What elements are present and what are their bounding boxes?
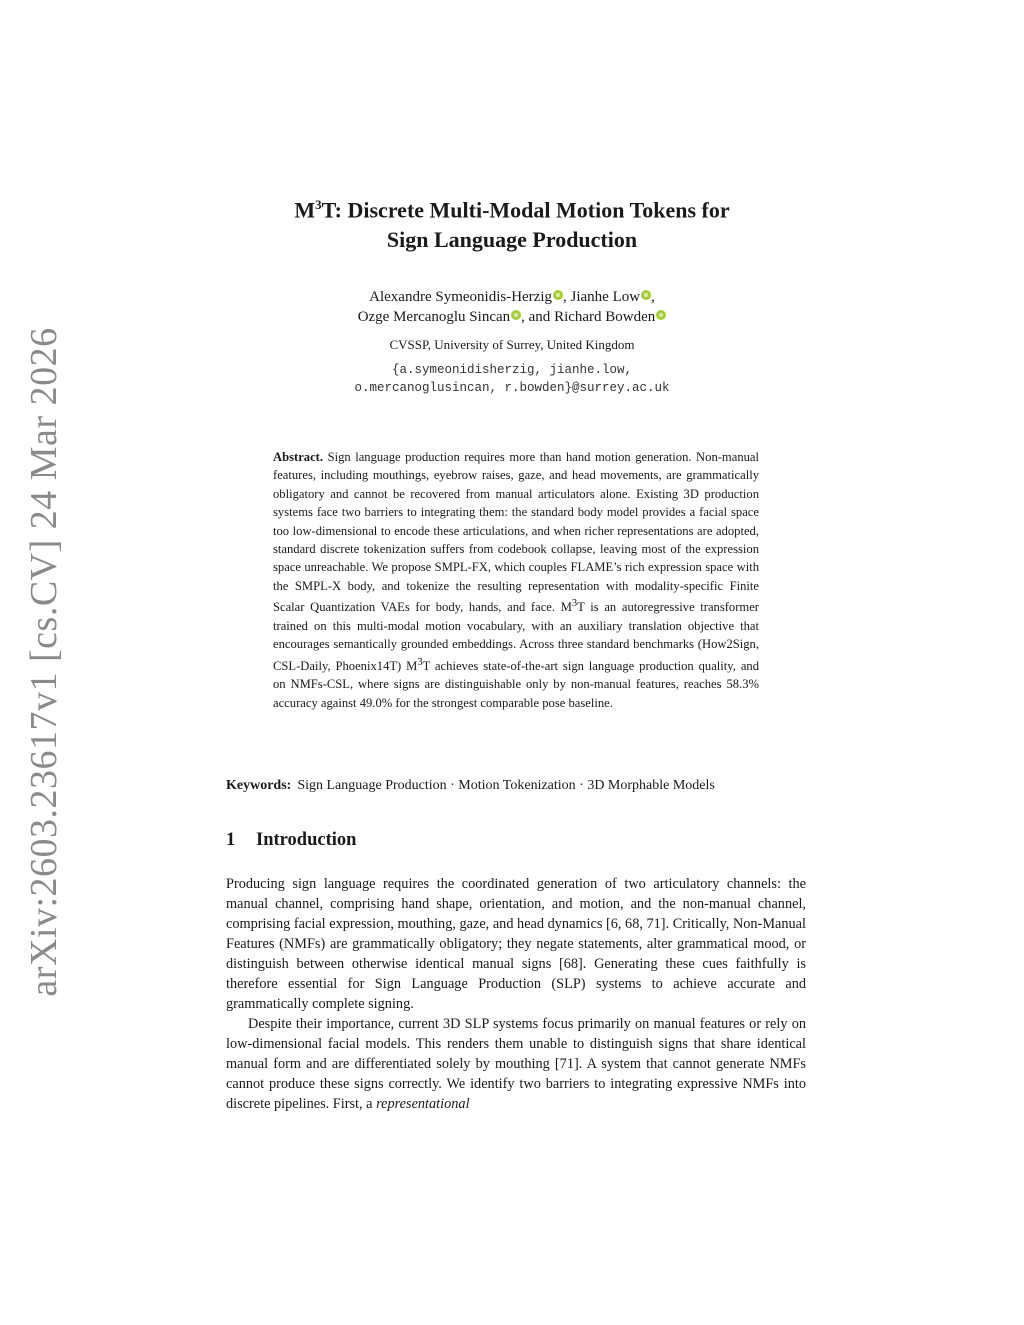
orcid-icon[interactable] [511, 310, 521, 320]
paragraph-text: Despite their importance, current 3D SLP systems focus primarily on manual features or rely on low-dimensional facial models. This renders them unable to distinguish signs that share identical manual form and are differentiated solely by mouthing [71]. A system that cannot generate NMFs cannot produce these signs correctly. We identify two barriers to integrating expressive NMFs into discrete pipelines. First, a [226, 1016, 806, 1112]
title-superscript: 3 [315, 197, 322, 212]
abstract-text-3: T achieves state-of-the-art sign language production quality, and on NMFs-CSL, where signs are distinguishable only by non-manual features, reaches 58.3% accuracy against 49.0% for the strongest comparable pose baseline. [273, 658, 760, 710]
author-name: Jianhe Low [570, 289, 641, 305]
section-heading [226, 828, 356, 852]
author-line-1 [0, 287, 1024, 307]
paragraph: Producing sign language requires the coordinated generation of two articulatory channels: the manual channel, comprising hand shape, orientation, and motion, and the non-manual channel, comprising facial expression, mouthing, gaze, and head dynamics [6, 68, 71]. Critically, Non-Manual Features (NMFs) are grammatically obligatory; they negate statements, alter grammatical mood, or distinguish between otherwise identical manual signs [68]. Generating these cues faithfully is therefore essential for Sign Language Production (SLP) systems to achieve accurate and grammatically complete signing. [226, 876, 806, 1012]
paragraph [226, 1014, 806, 1114]
author-separator: , and [521, 309, 555, 325]
email-line-1: {a.symeonidisherzig, jianhe.low, [391, 363, 633, 377]
orcid-icon[interactable] [656, 310, 666, 320]
abstract-superscript: 3 [571, 598, 578, 610]
paper-title [0, 190, 1024, 255]
author-separator: , [651, 289, 655, 305]
keywords-label: Keywords: [226, 778, 292, 793]
abstract [273, 448, 759, 712]
author-name: Alexandre Symeonidis-Herzig [369, 289, 553, 305]
abstract-text-2: T is an autoregressive transformer trained on this multi-modal motion vocabulary, with an auxiliary translation objective that encourages semantically grounded embeddings. Across three standard benchmarks (How2Sign, CSL-Daily, Phoenix14T) M [273, 600, 760, 673]
orcid-icon[interactable] [641, 290, 651, 300]
author-name: Richard Bowden [554, 309, 656, 325]
section-number: 1 [226, 830, 236, 850]
paragraph-italic: representational [376, 1096, 470, 1112]
title-line-1-rest: T: Discrete Multi-Modal Motion Tokens for [321, 197, 730, 223]
abstract-label: Abstract. [273, 450, 324, 464]
author-list [0, 287, 1024, 327]
keywords-text: Sign Language Production · Motion Tokenization · 3D Morphable Models [297, 778, 715, 793]
orcid-icon[interactable] [553, 290, 563, 300]
abstract-superscript: 3 [417, 656, 423, 668]
author-name: Ozge Mercanoglu Sincan [357, 309, 511, 325]
author-emails [0, 361, 1024, 397]
author-line-2 [0, 307, 1024, 327]
keywords [226, 776, 806, 796]
abstract-text-1: Sign language production requires more than hand motion generation. Non-manual features, including mouthings, eyebrow raises, gaze, and head movements, are grammatically obligatory and cannot be recovered from manual articulators alone. Existing 3D production systems face two barriers to integrating them: the standard body model provides a facial space too low-dimensional to encode these articulations, and when richer representations are adopted, standard discrete tokenization suffers from codebook collapse, leaving most of the expression space unreachable. We propose SMPL-FX, which couples FLAME’s rich expression space with the SMPL-X body, and tokenize the resulting representation with modality-specific Finite Scalar Quantization VAEs for body, hands, and face. M [273, 450, 760, 615]
email-line-2: o.mercanoglusincan, r.bowden}@surrey.ac.uk [354, 381, 670, 395]
author-separator: , [563, 289, 571, 305]
arxiv-identifier-stamp: arXiv:2603.23617v1 [cs.CV] 24 Mar 2026 [23, 327, 65, 997]
affiliation: CVSSP, University of Surrey, United Kingdom [389, 337, 635, 352]
title-line-2: Sign Language Production [386, 227, 638, 253]
title-line-1 [0, 190, 1024, 225]
title-m: M [294, 197, 316, 223]
section-title: Introduction [256, 830, 357, 850]
introduction-body [226, 874, 806, 1114]
